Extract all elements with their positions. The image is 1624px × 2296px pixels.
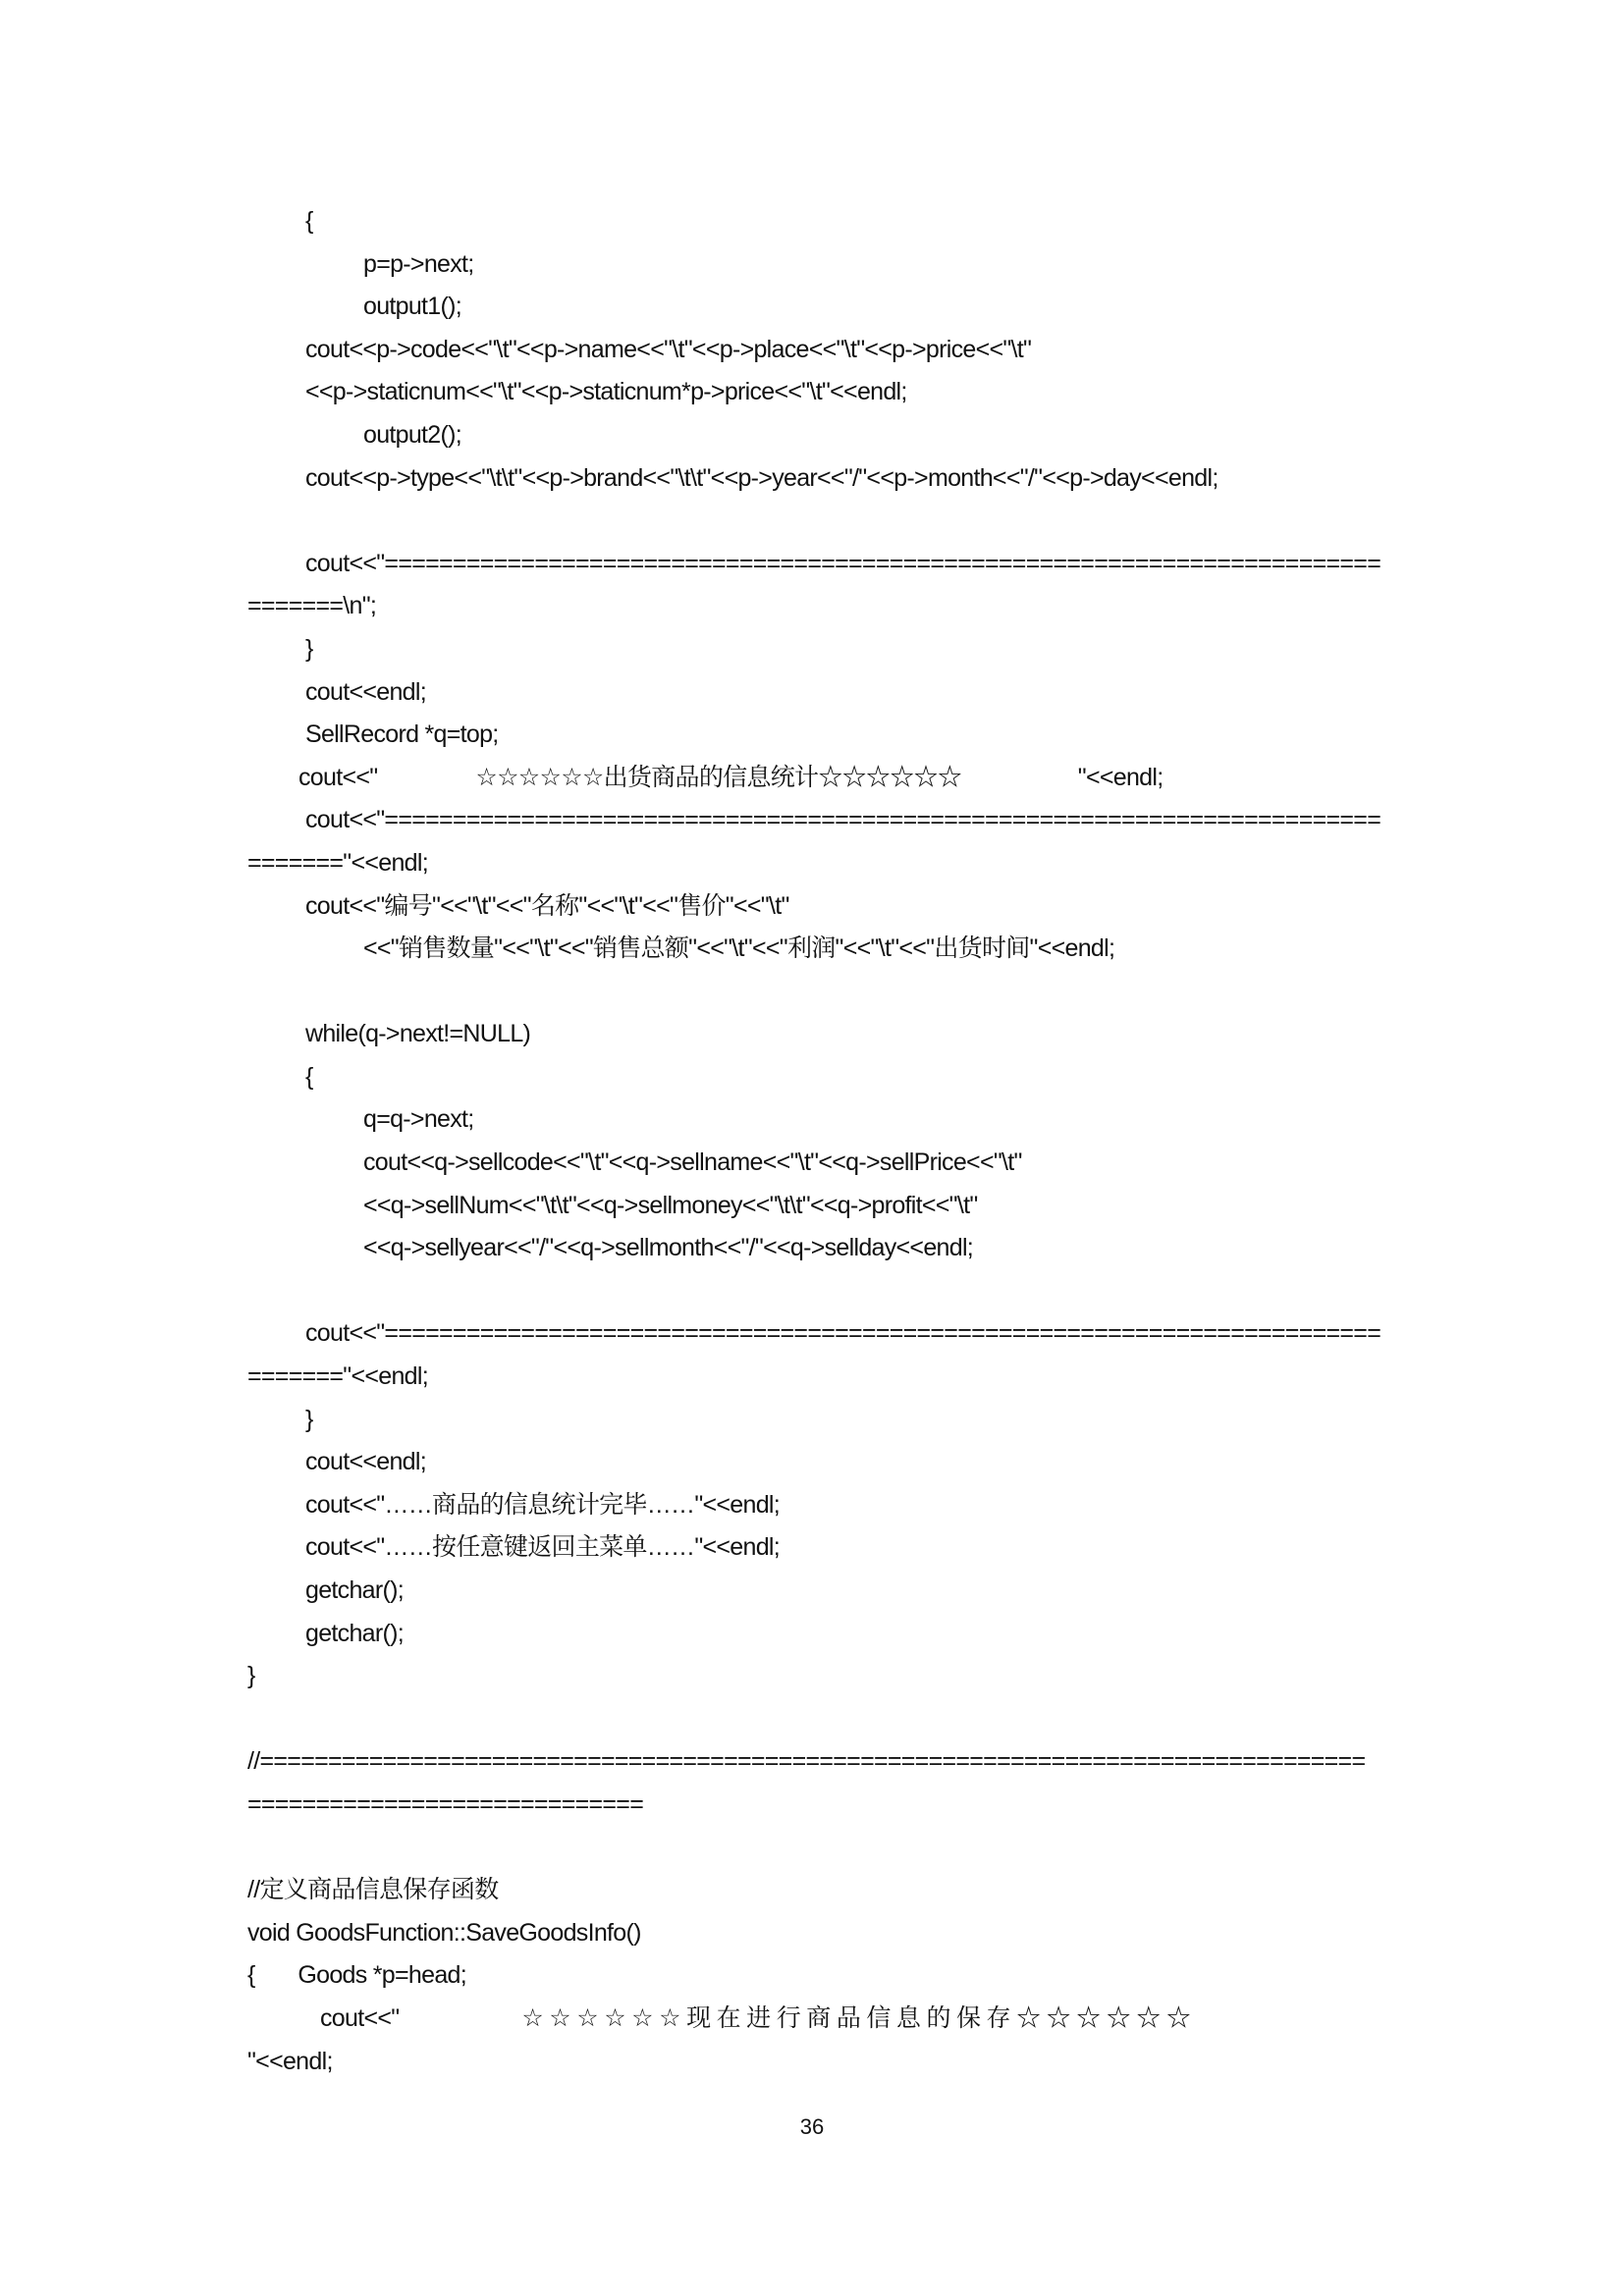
blank-line [247, 1827, 1406, 1870]
code-line: SellRecord *q=top; [305, 721, 499, 749]
code-line: q=q->next; [363, 1105, 474, 1134]
code-line: =======\n"; [247, 592, 377, 620]
code-line: cout<<"……按任意键返回主菜单……"<<endl; [305, 1533, 781, 1562]
code-listing [247, 200, 1406, 2083]
blank-line [247, 1698, 1406, 1741]
code-line: <<p->staticnum<<"\t"<<p->staticnum*p->price<<"\t"<<endl; [305, 378, 907, 406]
code-line: p=p->next; [363, 249, 474, 278]
code-line: cout<<"……商品的信息统计完毕……"<<endl; [305, 1490, 781, 1519]
code-line: cout<<endl; [305, 1448, 426, 1476]
code-line: getchar(); [305, 1619, 404, 1647]
page-number: 36 [799, 2114, 825, 2139]
code-line: } [247, 1662, 255, 1690]
blank-line [247, 500, 1406, 543]
code-line: ======="<<endl; [247, 1362, 428, 1391]
code-line: } [305, 634, 313, 663]
code-line: { [305, 1062, 313, 1091]
code-line: cout<<" ☆☆☆☆☆☆出货商品的信息统计☆☆☆☆☆☆ "<<endl; [298, 763, 1164, 791]
blank-line [247, 1270, 1406, 1313]
code-line: "<<endl; [247, 2047, 333, 2075]
code-line: } [305, 1405, 313, 1433]
code-line: getchar(); [305, 1576, 404, 1604]
code-line: cout<<" ☆ ☆ ☆ ☆ ☆ ☆ 现 在 进 行 商 品 信 息 的 保 存 ☆ ☆ ☆ ☆ ☆ ☆ [320, 2003, 1191, 2032]
code-line: ======="<<endl; [247, 848, 428, 877]
code-line: while(q->next!=NULL) [305, 1020, 531, 1048]
code-comment: //定义商品信息保存函数 [247, 1876, 499, 1904]
code-line: cout<<"========================================================================= [305, 806, 1381, 834]
code-line: <<"销售数量"<<"\t"<<"销售总额"<<"\t"<<"利润"<<"\t"<<"出货时间"<<endl; [363, 934, 1115, 963]
code-line: <<q->sellNum<<"\t\t"<<q->sellmoney<<"\t\t"<<q->profit<<"\t" [363, 1191, 978, 1219]
code-line: output2(); [363, 420, 462, 449]
code-line: //================================================================================= [247, 1747, 1366, 1776]
code-line: cout<<q->sellcode<<"\t"<<q->sellname<<"\t"<<q->sellPrice<<"\t" [363, 1148, 1022, 1177]
code-line: ============================= [247, 1789, 644, 1818]
code-line: cout<<"========================================================================= [305, 549, 1381, 577]
code-line: { [305, 207, 313, 235]
code-line: cout<<endl; [305, 677, 426, 706]
code-line: void GoodsFunction::SaveGoodsInfo() [247, 1918, 641, 1947]
code-line: output1(); [363, 293, 462, 321]
code-line: cout<<"编号"<<"\t"<<"名称"<<"\t"<<"售价"<<"\t" [305, 891, 789, 920]
code-line: cout<<p->code<<"\t"<<p->name<<"\t"<<p->place<<"\t"<<p->price<<"\t" [305, 335, 1032, 363]
code-line: cout<<"========================================================================= [305, 1319, 1381, 1348]
code-line: <<q->sellyear<<"/"<<q->sellmonth<<"/"<<q->sellday<<endl; [363, 1234, 974, 1262]
code-line: { Goods *p=head; [247, 1961, 466, 1990]
blank-line [247, 971, 1406, 1014]
code-line: cout<<p->type<<"\t\t"<<p->brand<<"\t\t"<<p->year<<"/"<<p->month<<"/"<<p->day<<endl; [305, 463, 1218, 492]
